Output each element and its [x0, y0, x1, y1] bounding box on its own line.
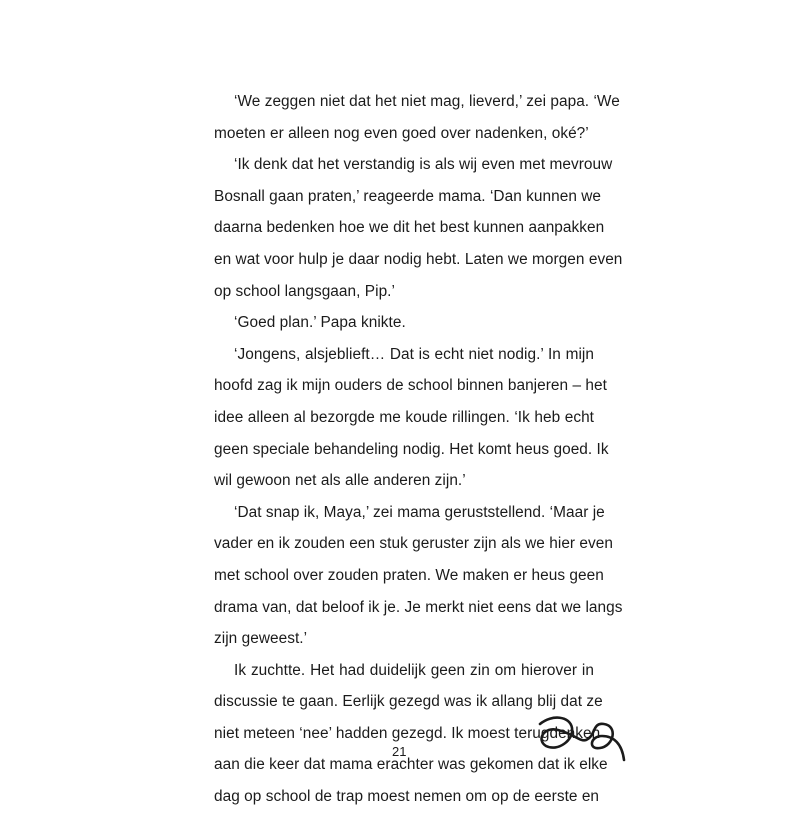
text-line: vader en ik zouden een stuk geruster zijn als we hier even [214, 535, 614, 553]
text-line: Bosnall gaan praten,’ reageerde mama. ‘Dan kunnen we [214, 187, 602, 205]
text-line: ‘Goed plan.’ Papa knikte. [234, 314, 406, 332]
squiggle-flourish-icon [534, 712, 634, 781]
text-line: ‘We zeggen niet dat het niet mag, lieverd,’ zei papa. ‘We [234, 93, 620, 110]
text-line: idee alleen al bezorgde me koude rillingen. ‘Ik heb echt [214, 408, 594, 426]
text-line: drama van, dat beloof ik je. Je merkt niet eens dat we langs [214, 598, 623, 616]
text-line: zijn geweest.’ [214, 630, 308, 648]
text-line: hoofd zag ik mijn ouders de school binnen banjeren – het [214, 377, 607, 395]
text-line: niet meteen ‘nee’ hadden gezegd. Ik moest terugdenken [214, 724, 601, 742]
text-line: op school langsgaan, Pip.’ [214, 282, 395, 300]
text-line: ‘Jongens, alsjeblieft… Dat is echt niet nodig.’ In mijn [234, 345, 594, 363]
text-line: en wat voor hulp je daar nodig hebt. Laten we morgen even [214, 250, 623, 268]
text-line: daarna bedenken hoe we dit het best kunnen aanpakken [214, 219, 605, 237]
body-text [214, 86, 623, 813]
text-line: moeten er alleen nog even goed over nadenken, oké?’ [214, 124, 589, 142]
text-line: dag op school de trap moest nemen om op de eerste en [214, 788, 600, 806]
text-line: aan die keer dat mama erachter was gekomen dat ik elke [214, 756, 608, 774]
text-line: ‘Dat snap ik, Maya,’ zei mama geruststellend. ‘Maar je [234, 503, 605, 521]
text-line: wil gewoon net als alle anderen zijn.’ [214, 472, 466, 490]
page-number: 21 [392, 744, 407, 759]
text-line: Ik zuchtte. Het had duidelijk geen zin om hierover in [234, 661, 594, 679]
text-line: met school over zouden praten. We maken er heus geen [214, 566, 604, 584]
text-line: discussie te gaan. Eerlijk gezegd was ik allang blij dat ze [214, 693, 603, 711]
text-line: ‘Ik denk dat het verstandig is als wij even met mevrouw [234, 156, 613, 174]
text-line: geen speciale behandeling nodig. Het komt heus goed. Ik [214, 440, 609, 458]
